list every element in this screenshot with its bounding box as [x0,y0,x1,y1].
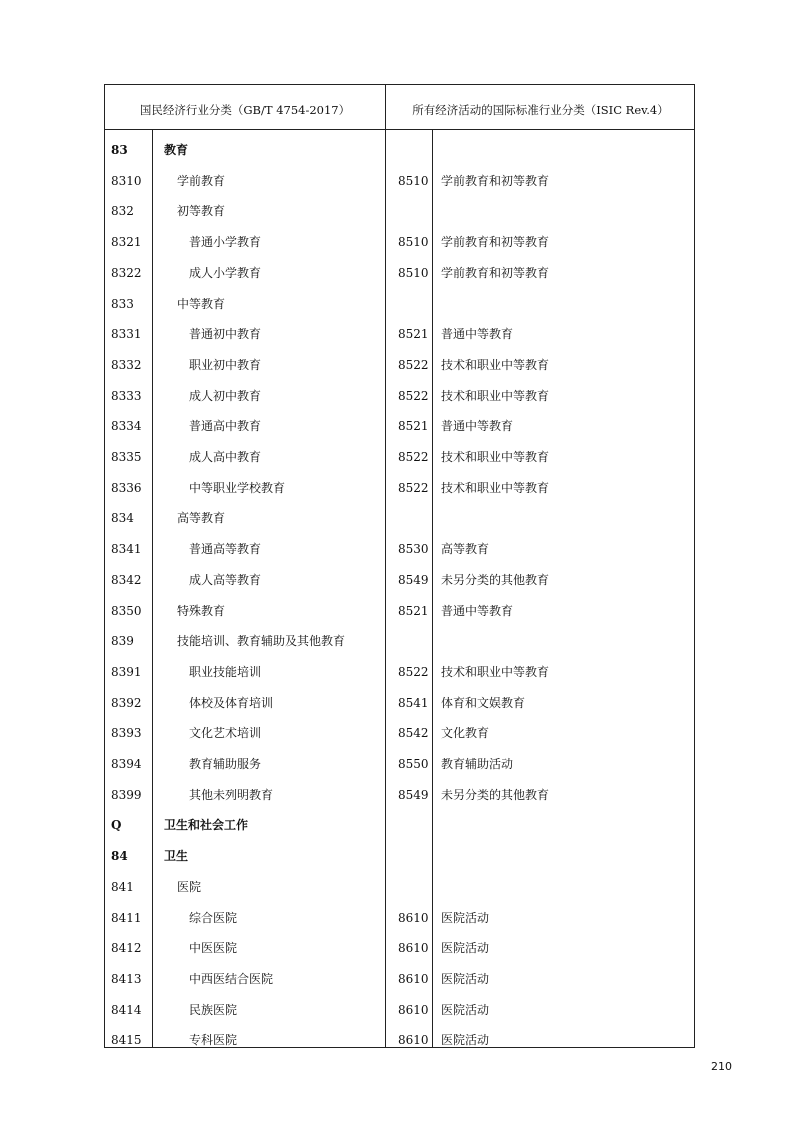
page-number: 210 [711,1060,732,1073]
isic-code: 8610 [398,910,429,925]
isic-code: 8521 [398,603,429,618]
table-row [105,933,696,964]
table-row [105,596,696,627]
gb-code: 8394 [111,757,142,771]
gb-name: 职业技能培训 [189,664,262,679]
gb-name: 其他未列明教育 [189,787,274,802]
isic-name: 技术和职业中等教育 [441,450,550,464]
gb-code: 8321 [111,235,142,250]
gb-code: 8334 [111,419,142,434]
table-row [105,411,696,442]
gb-code: 8391 [111,664,142,679]
gb-name: 专科医院 [189,1033,238,1048]
isic-code: 8549 [398,787,429,802]
isic-code: 8510 [398,235,429,250]
table-row [105,135,696,166]
table-row [105,780,696,811]
isic-code: 8550 [398,757,429,771]
table-row [105,841,696,872]
gb-code: 832 [111,204,134,219]
table-row [105,565,696,596]
isic-name: 技术和职业中等教育 [441,664,550,679]
gb-code: 8310 [111,173,142,188]
gb-code: 8414 [111,1002,142,1017]
isic-code: 8610 [398,1033,429,1048]
gb-column-header: 国民经济行业分类（GB/T 4754-2017） [139,103,351,117]
gb-code: Q [111,818,122,833]
gb-name: 中西医结合医院 [189,971,274,986]
gb-code: 8350 [111,603,142,618]
table-row [105,657,696,688]
gb-code: 839 [111,634,134,649]
table-row [105,196,696,227]
table-row [105,442,696,473]
isic-name: 普通中等教育 [441,327,514,342]
gb-code: 8413 [111,971,142,986]
gb-code: 8412 [111,941,142,956]
table-row [105,749,696,780]
gb-name: 成人高等教育 [189,572,262,587]
gb-code: 8331 [111,327,142,342]
isic-name: 教育辅助活动 [441,757,514,771]
isic-name: 未另分类的其他教育 [441,787,550,802]
gb-code: 8332 [111,357,142,372]
isic-code: 8510 [398,265,429,280]
isic-code: 8610 [398,941,429,956]
isic-code: 8522 [398,450,429,464]
gb-name: 普通小学教育 [189,235,262,250]
table-row [105,227,696,258]
gb-name: 普通初中教育 [189,327,262,342]
isic-name: 普通中等教育 [441,603,514,618]
gb-code: 8336 [111,480,142,495]
gb-name: 高等教育 [177,511,226,526]
gb-name: 中等职业学校教育 [189,480,286,495]
table-row [105,350,696,381]
isic-code: 8522 [398,664,429,679]
isic-code: 8549 [398,572,429,587]
isic-code: 8522 [398,357,429,372]
isic-code: 8521 [398,419,429,434]
gb-name: 医院 [177,879,202,894]
isic-code: 8541 [398,695,429,710]
gb-code: 8393 [111,726,142,741]
gb-name: 普通高中教育 [189,419,262,434]
gb-name: 成人高中教育 [189,450,262,464]
gb-name: 卫生和社会工作 [164,818,249,833]
isic-code: 8522 [398,388,429,403]
isic-name: 高等教育 [441,542,490,557]
isic-code: 8522 [398,480,429,495]
gb-name: 成人小学教育 [189,265,262,280]
isic-code: 8610 [398,1002,429,1017]
gb-name: 教育辅助服务 [189,757,262,771]
isic-code: 8510 [398,173,429,188]
gb-code: 8322 [111,265,142,280]
gb-name: 中等教育 [177,296,226,311]
table-row [105,319,696,350]
gb-name: 体校及体育培训 [189,695,274,710]
isic-code: 8610 [398,971,429,986]
gb-name: 技能培训、教育辅助及其他教育 [177,634,346,649]
gb-code: 841 [111,879,134,894]
isic-name: 技术和职业中等教育 [441,357,550,372]
isic-name: 体育和文娱教育 [441,695,526,710]
gb-code: 84 [111,849,128,864]
isic-code: 8521 [398,327,429,342]
table-row [105,289,696,320]
table-row [105,1025,696,1056]
gb-name: 民族医院 [189,1002,238,1017]
gb-code: 8335 [111,450,142,464]
gb-code: 834 [111,511,134,526]
gb-name: 初等教育 [177,204,226,219]
table-row [105,534,696,565]
isic-name: 技术和职业中等教育 [441,388,550,403]
gb-name: 特殊教育 [177,603,226,618]
table-row [105,718,696,749]
classification-table [104,84,695,1048]
table-row [105,964,696,995]
isic-name: 医院活动 [441,941,490,956]
header-divider [105,129,694,130]
table-row [105,381,696,412]
gb-name: 文化艺术培训 [189,726,262,741]
isic-name: 文化教育 [441,726,490,741]
isic-name: 学前教育和初等教育 [441,173,550,188]
isic-column-header: 所有经济活动的国际标准行业分类（ISIC Rev.4） [412,103,669,117]
gb-code: 8392 [111,695,142,710]
isic-name: 学前教育和初等教育 [441,265,550,280]
gb-code: 8415 [111,1033,142,1048]
gb-code: 8411 [111,910,142,925]
gb-code: 8399 [111,787,142,802]
gb-name: 成人初中教育 [189,388,262,403]
table-row [105,258,696,289]
table-row [105,166,696,197]
isic-code: 8542 [398,726,429,741]
gb-code: 8333 [111,388,142,403]
isic-name: 医院活动 [441,910,490,925]
isic-name: 未另分类的其他教育 [441,572,550,587]
isic-code: 8530 [398,542,429,557]
gb-code: 8341 [111,542,142,557]
isic-name: 学前教育和初等教育 [441,235,550,250]
isic-name: 技术和职业中等教育 [441,480,550,495]
isic-name: 医院活动 [441,1002,490,1017]
table-row [105,626,696,657]
table-row [105,688,696,719]
isic-name: 医院活动 [441,971,490,986]
gb-name: 中医医院 [189,941,238,956]
table-row [105,995,696,1026]
table-row [105,503,696,534]
gb-name: 职业初中教育 [189,357,262,372]
isic-name: 医院活动 [441,1033,490,1048]
table-row [105,810,696,841]
gb-code: 8342 [111,572,142,587]
gb-code: 83 [111,143,128,157]
table-row [105,473,696,504]
gb-name: 卫生 [164,849,189,864]
gb-name: 教育 [164,143,189,157]
gb-name: 普通高等教育 [189,542,262,557]
gb-name: 综合医院 [189,910,238,925]
table-row [105,872,696,903]
table-row [105,903,696,934]
gb-name: 学前教育 [177,173,226,188]
isic-name: 普通中等教育 [441,419,514,434]
gb-code: 833 [111,296,134,311]
